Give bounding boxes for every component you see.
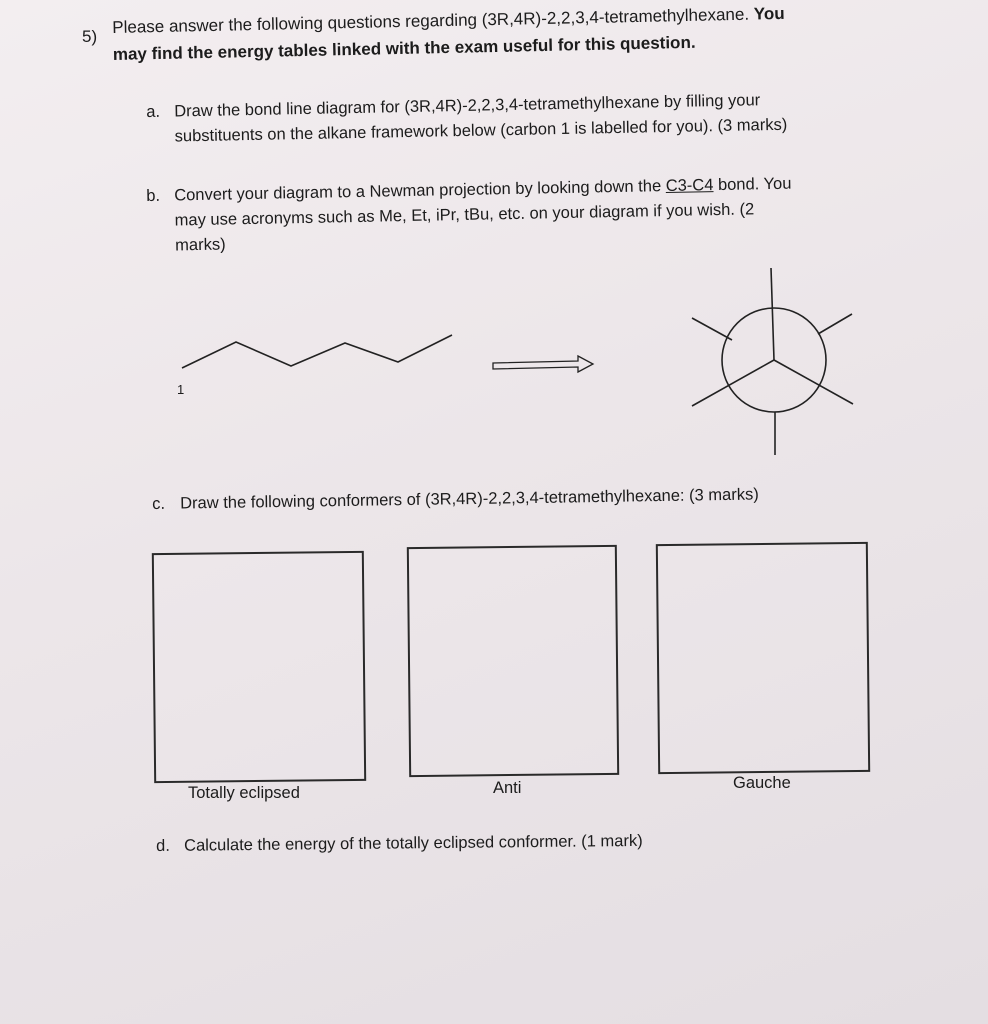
part-b-line2: may use acronyms such as Me, Et, iPr, tBu, etc. on your diagram if you wish. (2 (174, 200, 755, 230)
part-b-line1-pre: Convert your diagram to a Newman projection by looking down the (174, 177, 666, 205)
part-a-line1: Draw the bond line diagram for (3R,4R)-2,2,3,4-tetramethylhexane by filling your (174, 91, 761, 121)
part-b-line3: marks) (175, 235, 226, 255)
anti-label: Anti (493, 779, 522, 797)
gauche-answer-box (656, 542, 870, 774)
part-d-label: d. (156, 836, 170, 855)
newman-projection-icon (692, 268, 853, 455)
totally-eclipsed-answer-box (152, 551, 366, 783)
anti-answer-box (407, 545, 619, 777)
question-intro-bold-1: You (753, 3, 785, 24)
question-intro-text: Please answer the following questions regarding (3R,4R)-2,2,3,4-tetramethylhexane. (112, 4, 754, 37)
question-number: 5) (82, 27, 98, 46)
carbon-1-label: 1 (177, 382, 185, 397)
arrow-icon (493, 356, 593, 372)
gauche-label: Gauche (733, 774, 791, 792)
part-c-text: Draw the following conformers of (3R,4R)-2,2,3,4-tetramethylhexane: (3 marks) (180, 485, 759, 513)
question-intro-bold-2: may find the energy tables linked with the exam useful for this question. (112, 32, 696, 64)
part-b-bond: C3-C4 (665, 176, 714, 196)
part-a-label: a. (146, 102, 161, 121)
alkane-framework (182, 335, 452, 368)
part-c-label: c. (152, 494, 166, 513)
part-b-line1-post: bond. You (713, 174, 792, 195)
part-b-label: b. (146, 186, 161, 205)
totally-eclipsed-label: Totally eclipsed (188, 784, 300, 802)
part-a-line2: substituents on the alkane framework below (carbon 1 is labelled for you). (3 marks) (174, 115, 788, 146)
part-d-text: Calculate the energy of the totally eclipsed conformer. (1 mark) (184, 831, 643, 855)
